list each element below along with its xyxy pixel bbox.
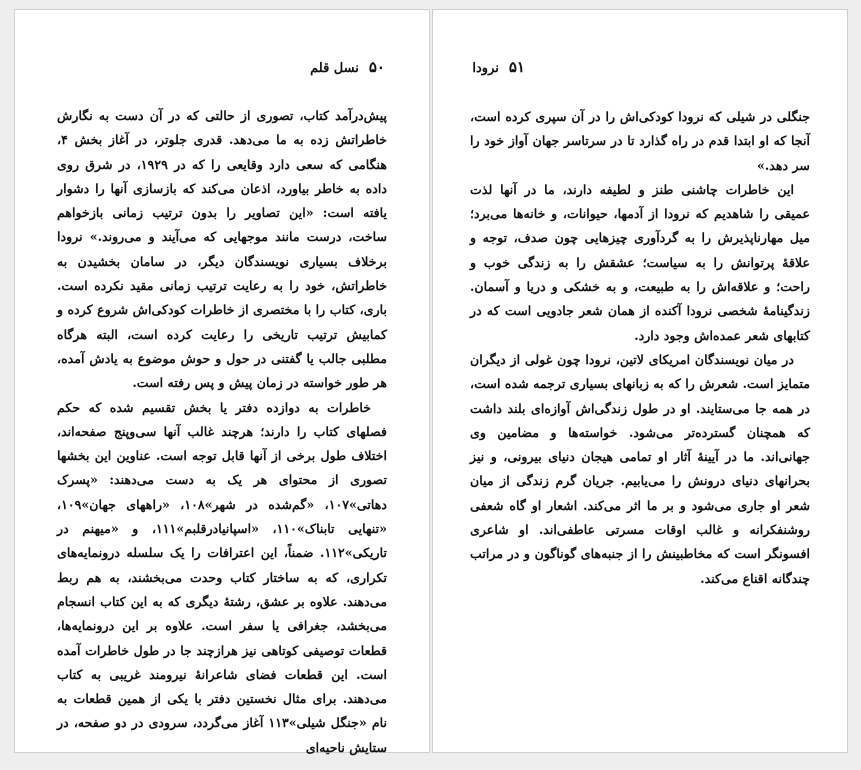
running-head-title: نسل قلم: [310, 61, 359, 76]
left-page: [14, 9, 430, 753]
paragraph: خاطرات به دوازده دفتر یا بخش تقسیم شده که حکم فصلهای کتاب را دارند؛ هرچند غالب آنها سی‌وپنج صفحه‌اند، اختلاف طول برخی از آنها قابل توجه است. عناوین این بخشها تصوری از محتوای هر یک به دست می‌دهند: «پسرک دهاتی»۱۰۷، «گم‌شده در شهر»۱۰۸، «راههای جهان»۱۰۹، «تنهایی تابناک»۱۱۰، «اسپانیادرقلبم»۱۱۱، و «میهنم در تاریکی»۱۱۲. ضمناً، این اعترافات را یک سلسله درونمایه‌های تکراری، که به ساختار کتاب وحدت می‌بخشند، به هم ربط می‌دهند. علاوه بر عشق، رشتهٔ دیگری که به این کتاب انسجام می‌بخشد، جغرافی یا سفر است. علاوه بر این درونمایه‌ها، قطعات توصیفی کوتاهی نیز هرازچند جا در طول خاطرات آمده است. این قطعات فضای شاعرانهٔ نیرومند غریبی به کتاب می‌دهند. برای مثال نخستین دفتر با یکی از همین قطعات به نام «جنگل شیلی»۱۱۳ آغاز می‌گردد، سرودی در دو صفحه، در ستایش ناحیه‌ای: [57, 399, 387, 755]
running-head-title: نرودا: [472, 61, 499, 76]
page-number: ۵۱: [508, 58, 525, 76]
running-head: [472, 58, 525, 76]
running-head: [310, 58, 385, 76]
paragraph: این خاطرات چاشنی طنز و لطیفه دارند، ما در آنها لذت عمیقی را شاهدیم که نرودا از آدمها، حیوانات، و خانه‌ها می‌برد؛ میل مهارناپذیرش را به گردآوری چیزهایی چون صدف، توجه و علاقهٔ پرتوانش را به سیاست؛ عشقش را به زندگی خوب و راحت؛ و علاقه‌اش را به طبیعت، و به خشکی و دریا و آسمان. زندگینامهٔ شخصی نرودا آکنده از همان شعر جادویی است که در کتابهای شعر عمده‌اش وجود دارد.: [470, 181, 810, 343]
paragraph: در میان نویسندگان امریکای لاتین، نرودا چون غولی از دیگران متمایز است. شعرش را که به زبانهای بسیاری ترجمه شده است، در همه جا می‌ستایند. او در طول زندگی‌اش آوازه‌ای بلند داشت که همچنان گسترده‌تر می‌شود. خواسته‌ها و مضامین وی جهانی‌اند. ما در آیینهٔ آثار او تمامی هیجان دنیای بیرونی، و نیز بحرانهای دنیای درونش را می‌یابیم. جریان گرم زندگی از میان شعر او جاری می‌شود و بر ما اثر می‌کند. اشعار او گاه شعفی روشنفکرانه و غالب اوقات مسرتی عاطفی‌اند. او شاعری افسونگر است که مخاطبینش را از جنبه‌های گوناگون و در مراتب چندگانه اقناع می‌کند.: [470, 351, 810, 586]
body-text: [470, 105, 810, 591]
paragraph: جنگلی در شیلی که نرودا کودکی‌اش را در آن سپری کرده است، آنجا که او ابتدا قدم در راه گذارد تا در سرتاسر جهان آواز خود را سر دهد.»: [470, 109, 810, 173]
body-text: [57, 104, 387, 760]
right-page: [432, 9, 848, 753]
paragraph: پیش‌درآمد کتاب، تصوری از حالتی که در آن دست به نگارش خاطراتش زده به ما می‌دهد. قدری جلوتر، در آغاز بخش ۴، هنگامی که سعی دارد وقایعی را که در ۱۹۲۹، در شرق روی داده به خاطر بیاورد، اذعان می‌کند که بازسازی آنها را دشوار یافته است: «این تصاویر را بدون ترتیب زمانی بازخواهم ساخت، درست مانند موجهایی که می‌آیند و می‌روند.» نرودا برخلاف بسیاری نویسندگان دیگر، در سامان بخشیدن به خاطراتش، خود را به رعایت ترتیب زمانی مقید نکرده است. باری، کتاب را با مختصری از خاطرات کودکی‌اش شروع کرده و کمابیش ترتیب تاریخی را رعایت کرده است، البته هرگاه مطلبی جالب یا گفتنی در حول و حوش موضوع به یادش آمده، هر طور خواسته در زمان پیش و پس رفته است.: [57, 108, 388, 391]
page-number: ۵۰: [368, 58, 385, 76]
